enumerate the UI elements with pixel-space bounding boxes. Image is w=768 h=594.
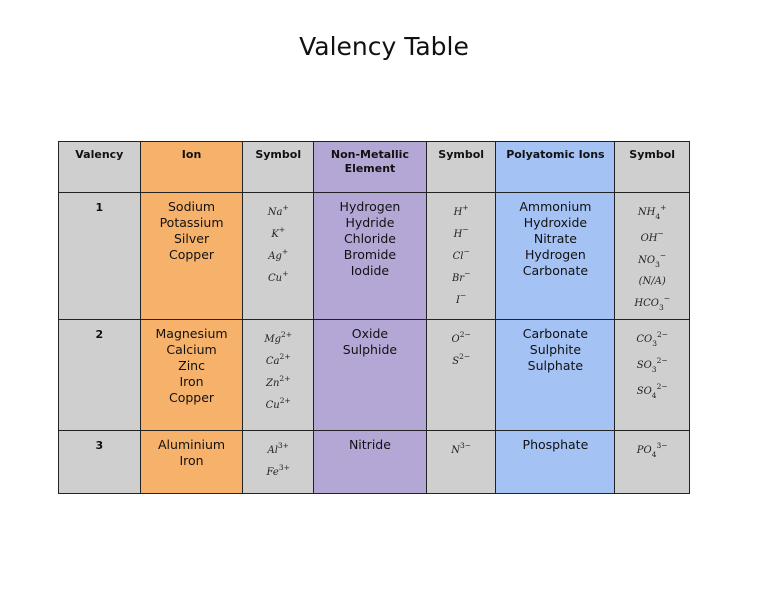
ion-cell-content bbox=[141, 193, 243, 263]
symbol-charge: 2− bbox=[656, 330, 669, 339]
symbol-charge: 2+ bbox=[279, 352, 291, 361]
polyatomic-cell-content bbox=[496, 431, 614, 453]
cell-line: Iodide bbox=[350, 263, 390, 278]
cell-line: Chloride bbox=[343, 231, 396, 246]
symbol-subscript: 4 bbox=[655, 212, 661, 221]
cell-line: Silver bbox=[173, 231, 210, 246]
chemical-symbol bbox=[615, 326, 689, 352]
polyatomic-cell bbox=[496, 193, 615, 320]
symbol-charge: 3− bbox=[656, 441, 668, 450]
symbol-base: OH bbox=[640, 233, 658, 244]
polyatomic-cell bbox=[496, 431, 615, 494]
header-row bbox=[59, 142, 690, 193]
ion-symbol-cell bbox=[243, 320, 314, 431]
chemical-symbol bbox=[615, 273, 689, 290]
symbol-base: Cl bbox=[452, 251, 464, 262]
symbol-charge: 2− bbox=[459, 352, 471, 361]
symbol-charge: + bbox=[660, 203, 667, 212]
ion-symbol-cell-content bbox=[243, 431, 313, 481]
symbol-charge: + bbox=[278, 225, 286, 234]
chemical-symbol bbox=[427, 243, 496, 265]
symbol-base: N bbox=[451, 445, 460, 456]
cell-line: Copper bbox=[169, 390, 215, 405]
cell-line: Nitride bbox=[348, 437, 391, 452]
symbol-charge: 2− bbox=[459, 330, 471, 339]
symbol-base: PO bbox=[636, 445, 652, 456]
table-row bbox=[59, 431, 690, 494]
symbol-charge: + bbox=[282, 203, 289, 212]
header-symbol-ion: Symbol bbox=[243, 142, 314, 193]
symbol-base: Mg bbox=[264, 334, 282, 345]
symbol-base: I bbox=[456, 295, 460, 306]
cell-line: Potassium bbox=[159, 215, 224, 230]
non-metallic-cell bbox=[314, 431, 427, 494]
symbol-charge: 2+ bbox=[279, 396, 291, 405]
non-metallic-cell bbox=[314, 320, 427, 431]
symbol-subscript: 3 bbox=[658, 303, 664, 312]
symbol-charge: − bbox=[463, 247, 470, 256]
symbol-charge: 3− bbox=[460, 441, 472, 450]
valency-cell bbox=[59, 193, 141, 320]
non-metallic-symbol-cell-content bbox=[427, 320, 496, 370]
valency-table bbox=[58, 141, 690, 494]
cell-line: Calcium bbox=[166, 342, 217, 357]
chemical-symbol bbox=[243, 459, 313, 481]
polyatomic-symbol-cell-content bbox=[615, 431, 689, 463]
valency-value: 1 bbox=[95, 201, 104, 214]
valency-value: 3 bbox=[95, 439, 104, 452]
ion-cell bbox=[140, 320, 243, 431]
non-metallic-symbol-cell bbox=[426, 193, 496, 320]
symbol-subscript: 3 bbox=[655, 260, 660, 269]
non-metallic-symbol-cell-content bbox=[427, 431, 496, 459]
cell-line: Iron bbox=[179, 453, 204, 468]
symbol-charge: + bbox=[281, 247, 289, 256]
symbol-base: Na bbox=[267, 207, 283, 218]
header-symbol-non-metallic: Symbol bbox=[426, 142, 496, 193]
symbol-base: Cu bbox=[268, 273, 283, 284]
chemical-symbol bbox=[615, 199, 689, 225]
ion-cell-content bbox=[141, 431, 243, 469]
chemical-symbol bbox=[243, 326, 313, 348]
header-non-metallic: Non-Metallic Element bbox=[314, 142, 427, 193]
symbol-base: S bbox=[452, 356, 460, 367]
cell-line: Nitrate bbox=[533, 231, 577, 246]
polyatomic-symbol-cell-content bbox=[615, 320, 689, 404]
polyatomic-symbol-cell bbox=[615, 320, 690, 431]
ion-symbol-cell-content bbox=[243, 320, 313, 414]
chemical-symbol bbox=[615, 437, 689, 463]
cell-line: Carbonate bbox=[522, 326, 589, 341]
symbol-charge: − bbox=[663, 294, 671, 303]
header-valency: Valency bbox=[59, 142, 141, 193]
cell-line: Sulphite bbox=[529, 342, 582, 357]
symbol-base: Zn bbox=[266, 378, 280, 389]
table-row bbox=[59, 193, 690, 320]
symbol-base: Ca bbox=[265, 356, 280, 367]
symbol-charge: − bbox=[459, 291, 467, 300]
chemical-symbol bbox=[243, 370, 313, 392]
page-title: Valency Table bbox=[299, 32, 469, 61]
cell-line: Magnesium bbox=[155, 326, 228, 341]
chemical-symbol bbox=[427, 265, 496, 287]
cell-line: Sodium bbox=[168, 199, 216, 214]
polyatomic-symbol-cell-content bbox=[615, 193, 689, 316]
symbol-base: HCO bbox=[634, 298, 659, 309]
symbol-charge: − bbox=[462, 225, 469, 234]
chemical-symbol bbox=[243, 221, 313, 243]
ion-cell bbox=[140, 193, 243, 320]
cell-line: Hydride bbox=[345, 215, 395, 230]
chemical-symbol bbox=[615, 290, 689, 316]
chemical-symbol bbox=[243, 437, 313, 459]
chemical-symbol bbox=[243, 348, 313, 370]
chemical-symbol bbox=[427, 199, 496, 221]
symbol-base: Fe bbox=[266, 467, 279, 478]
cell-line: Iron bbox=[179, 374, 204, 389]
symbol-charge: + bbox=[282, 269, 289, 278]
polyatomic-symbol-cell bbox=[615, 431, 690, 494]
chemical-symbol bbox=[427, 437, 496, 459]
symbol-charge: 2− bbox=[656, 356, 668, 365]
cell-line: Hydrogen bbox=[339, 199, 401, 214]
symbol-charge: 2− bbox=[656, 382, 668, 391]
symbol-charge: 3+ bbox=[277, 441, 289, 450]
cell-line: Zinc bbox=[178, 358, 205, 373]
ion-symbol-cell bbox=[243, 431, 314, 494]
valency-cell bbox=[59, 431, 141, 494]
chemical-symbol bbox=[243, 392, 313, 414]
symbol-base: NO bbox=[638, 255, 656, 266]
cell-line: Oxide bbox=[351, 326, 389, 341]
symbol-base: Cu bbox=[265, 400, 280, 411]
non-metallic-cell bbox=[314, 193, 427, 320]
cell-line: Phosphate bbox=[522, 437, 589, 452]
chemical-symbol bbox=[427, 348, 496, 370]
chemical-symbol bbox=[615, 247, 689, 273]
cell-line: Sulphide bbox=[342, 342, 398, 357]
non-metallic-symbol-cell-content bbox=[427, 193, 496, 309]
chemical-symbol bbox=[615, 352, 689, 378]
non-metallic-cell-content bbox=[314, 431, 426, 453]
symbol-base: O bbox=[451, 334, 460, 345]
header-polyatomic: Polyatomic Ions bbox=[496, 142, 615, 193]
header-symbol-polyatomic: Symbol bbox=[615, 142, 690, 193]
symbol-charge: − bbox=[659, 251, 667, 260]
chemical-symbol bbox=[243, 265, 313, 287]
ion-symbol-cell bbox=[243, 193, 314, 320]
table-row bbox=[59, 320, 690, 431]
symbol-charge: − bbox=[464, 269, 471, 278]
chemical-symbol bbox=[427, 326, 496, 348]
chemical-symbol bbox=[615, 225, 689, 247]
symbol-base: SO bbox=[636, 360, 652, 371]
polyatomic-cell bbox=[496, 320, 615, 431]
symbol-charge: + bbox=[462, 203, 469, 212]
symbol-subscript: 4 bbox=[651, 450, 657, 459]
symbol-base: Br bbox=[451, 273, 465, 284]
symbol-charge: 3+ bbox=[278, 463, 290, 472]
chemical-symbol bbox=[427, 221, 496, 243]
chemical-symbol bbox=[243, 243, 313, 265]
symbol-charge: 2+ bbox=[281, 330, 293, 339]
non-metallic-cell-content bbox=[314, 320, 426, 358]
polyatomic-cell-content bbox=[496, 320, 614, 374]
valency-value: 2 bbox=[95, 328, 104, 341]
symbol-charge: − bbox=[657, 229, 664, 238]
symbol-base: K bbox=[271, 229, 279, 240]
symbol-subscript: 4 bbox=[651, 391, 657, 400]
cell-line: Copper bbox=[169, 247, 215, 262]
symbol-subscript: 3 bbox=[651, 365, 657, 374]
symbol-base: H bbox=[453, 229, 463, 240]
cell-line: Ammonium bbox=[519, 199, 592, 214]
non-metallic-symbol-cell bbox=[426, 320, 496, 431]
chemical-symbol bbox=[243, 199, 313, 221]
cell-line: Carbonate bbox=[522, 263, 589, 278]
cell-line: Hydroxide bbox=[523, 215, 588, 230]
valency-cell bbox=[59, 320, 141, 431]
symbol-base: Ag bbox=[268, 251, 282, 262]
symbol-subscript: 3 bbox=[652, 339, 657, 348]
cell-line: Bromide bbox=[343, 247, 397, 262]
ion-cell-content bbox=[141, 320, 243, 406]
cell-line: Aluminium bbox=[158, 437, 226, 452]
symbol-base: NH bbox=[637, 207, 656, 218]
symbol-base: CO bbox=[636, 334, 653, 345]
symbol-base: SO bbox=[636, 386, 652, 397]
header-ion: Ion bbox=[140, 142, 243, 193]
chemical-symbol bbox=[427, 287, 496, 309]
symbol-base: H bbox=[453, 207, 463, 218]
symbol-base: (N/A) bbox=[638, 276, 666, 287]
polyatomic-symbol-cell bbox=[615, 193, 690, 320]
non-metallic-cell-content bbox=[314, 193, 426, 279]
chemical-symbol bbox=[615, 378, 689, 404]
non-metallic-symbol-cell bbox=[426, 431, 496, 494]
cell-line: Sulphate bbox=[527, 358, 584, 373]
cell-line: Hydrogen bbox=[525, 247, 586, 262]
symbol-charge: 2+ bbox=[279, 374, 291, 383]
polyatomic-cell-content bbox=[496, 193, 614, 279]
ion-symbol-cell-content bbox=[243, 193, 313, 287]
ion-cell bbox=[140, 431, 243, 494]
symbol-base: Al bbox=[267, 445, 278, 456]
